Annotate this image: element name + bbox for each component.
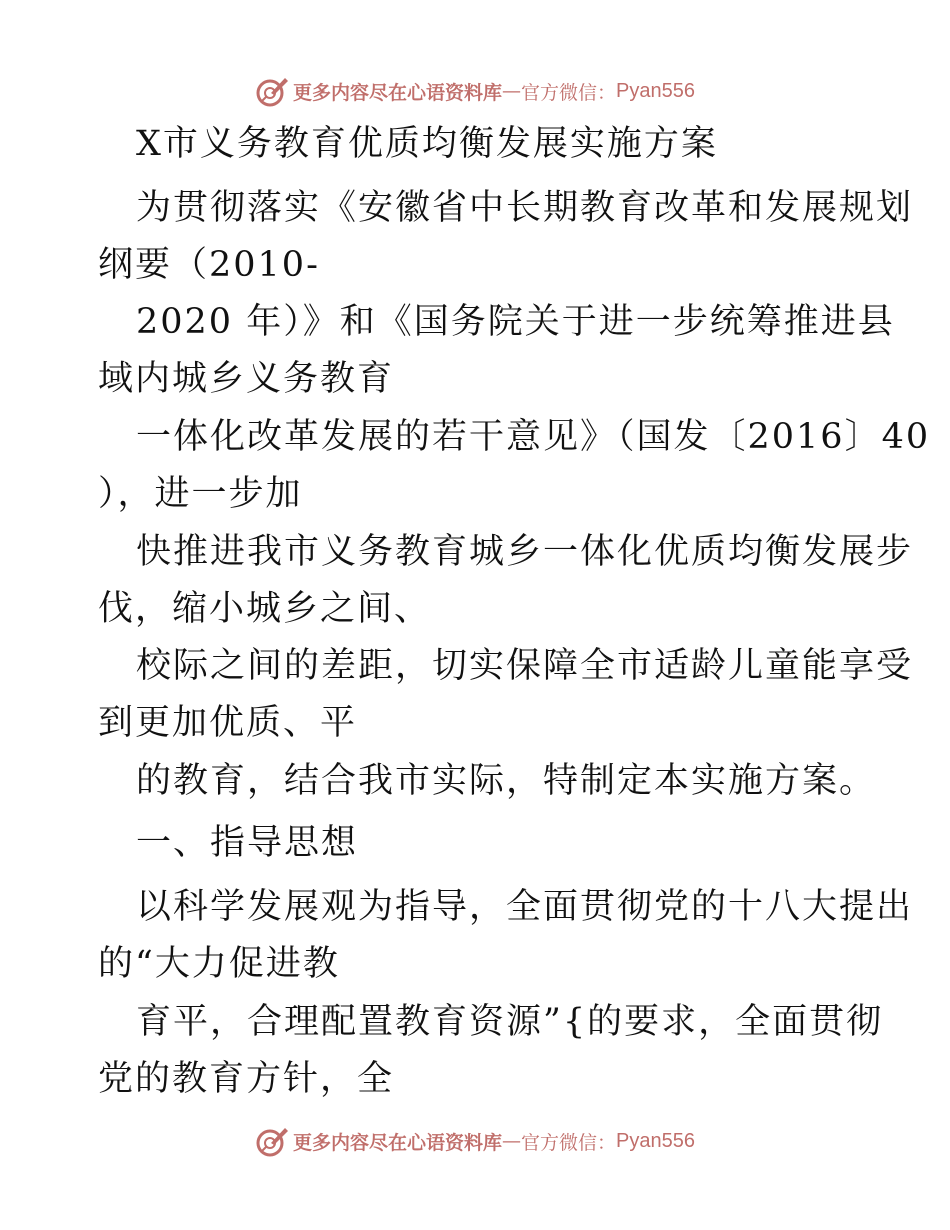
text-line: 以科学发展观为指导，全面贯彻党的十八大提出 xyxy=(136,887,914,927)
pen-logo-icon xyxy=(255,1124,289,1158)
text-line: 为贯彻落实《安徽省中长期教育改革和发展规划 xyxy=(136,188,914,228)
header-watermark xyxy=(0,71,950,111)
watermark-brand: 官方微信： xyxy=(521,81,617,104)
document-title: X市义务教育优质均衡发展实施方案 xyxy=(136,124,718,164)
text-line: 纲要（2010- xyxy=(98,245,320,285)
watermark-separator: — xyxy=(502,80,522,102)
watermark-separator: — xyxy=(502,1130,522,1152)
text-line: 域内城乡义务教育 xyxy=(98,359,395,399)
text-line: 到更加优质、平 xyxy=(98,703,358,743)
watermark-brand: 官方微信： xyxy=(521,1131,617,1154)
text-line: 育平，合理配置教育资源”{的要求，全面贯彻 xyxy=(136,1002,884,1042)
text-line: ），进一步加 xyxy=(98,474,303,514)
text-line: 的教育，结合我市实际，特制定本实施方案。 xyxy=(136,761,877,801)
text-line: 的“大力促进教 xyxy=(98,944,340,984)
text-line: 快推进我市义务教育城乡一体化优质均衡发展步 xyxy=(136,532,914,572)
pen-logo-icon xyxy=(255,74,289,108)
watermark-id: Pyan556 xyxy=(616,1129,695,1152)
section-heading: 一、指导思想 xyxy=(136,823,359,863)
watermark-text: 更多内容尽在心语资料库 xyxy=(293,1131,503,1154)
text-line: 一体化改革发展的若干意见》（国发〔2016〕40 xyxy=(136,417,931,457)
watermark-text: 更多内容尽在心语资料库 xyxy=(293,81,503,104)
text-line: 校际之间的差距，切实保障全市适龄儿童能享受 xyxy=(136,646,914,686)
text-line: 党的教育方针，全 xyxy=(98,1059,395,1099)
watermark-id: Pyan556 xyxy=(616,79,695,102)
text-line: 2020 年）》和《国务院关于进一步统筹推进县 xyxy=(136,302,895,342)
text-line: 伐，缩小城乡之间、 xyxy=(98,589,432,629)
footer-watermark xyxy=(0,1121,950,1161)
